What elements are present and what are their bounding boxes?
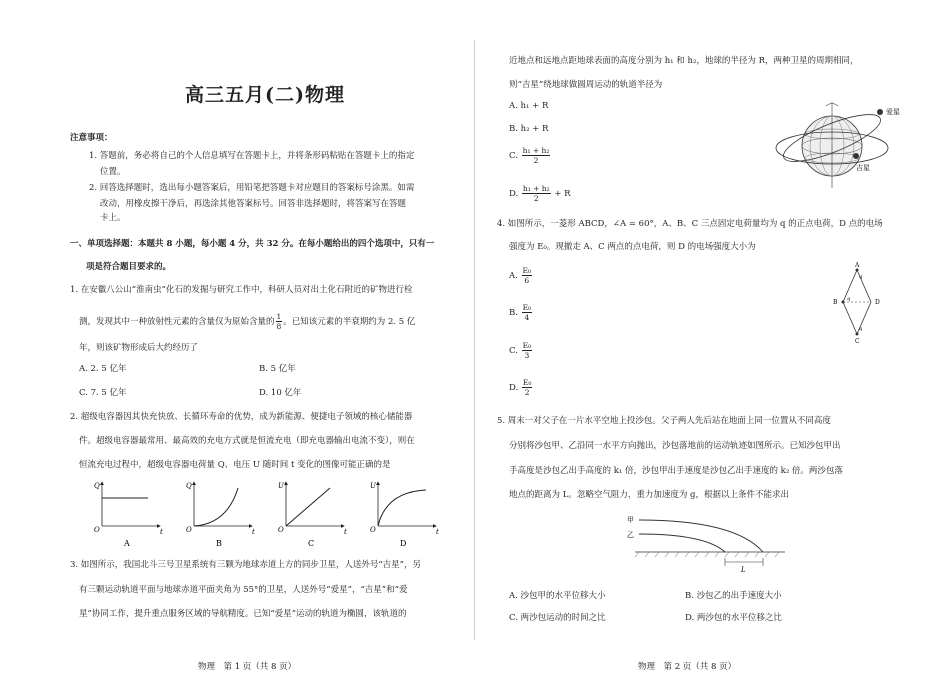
q3-text: 有三颗运动轨道平面与地球赤道平面夹角为 55°的卫星，人送外号“爱星”，“吉星”和“爱 — [79, 585, 408, 595]
fraction: $\frac{\text{E₀}}{2}$ — [522, 378, 532, 397]
q3-text: 3. 如图所示，我国北斗三号卫星系统有三颗为地球赤道上方的同步卫星，人送外号“吉星”，另 — [70, 560, 422, 570]
origin-label: O — [186, 526, 192, 534]
q4-text: 强度为 E₀。现撤走 A、C 两点的点电荷，则 D 的电场强度大小为 — [509, 242, 756, 252]
q1-option-c: C. 7. 5 亿年 — [79, 388, 127, 398]
q4-option-d: D. $\frac{\text{E₀}}{2}$ — [509, 378, 532, 397]
axis-label: Q — [94, 482, 100, 490]
charge-label: q — [859, 326, 863, 332]
right-page — [475, 0, 950, 688]
trajectory-figure — [625, 510, 795, 580]
origin-label: O — [278, 526, 284, 534]
axis-label: U — [278, 482, 284, 490]
notice-line: 2. 回答选择题时，选出每小题答案后，用铅笔把答题卡对应题目的答案标号涂黑。如需 — [89, 183, 415, 193]
graph-label: A — [124, 539, 130, 548]
graph-label: B — [216, 539, 222, 548]
section-heading: 一、单项选择题：本题共 8 小题，每小题 4 分，共 32 分。在每小题给出的四个选项中，只有一 — [70, 239, 435, 249]
origin-label: O — [370, 526, 376, 534]
graph-label: C — [308, 539, 315, 548]
fraction: $\frac{\text{E₀}}{4}$ — [522, 303, 532, 322]
notice-line: 卡上。 — [100, 213, 126, 223]
fraction: $\frac{\text{E₀}}{6}$ — [522, 266, 532, 285]
q1-text: 年，则该矿物形成后大约经历了 — [79, 343, 199, 353]
q5-option-c: C. 两沙包运动的时间之比 — [509, 613, 606, 623]
q1-text-line2: 测，发现其中一种放射性元素的含量仅为原始含量的 $\frac{1}{8}$ 。已知该元素的半衰期约为 2. 5 亿 — [79, 312, 416, 331]
q2-text: 件。超级电容器最常用、最高效的充电方式就是恒流充电（即充电器输出电流不变），则在 — [79, 436, 415, 446]
q3-option-b: B. h₂ + R — [509, 124, 549, 134]
q4-option-b: B. $\frac{\text{E₀}}{4}$ — [509, 303, 532, 322]
page-footer: 物理 第 1 页（共 8 页） — [198, 662, 297, 672]
q1-option-d: D. 10 亿年 — [259, 388, 302, 398]
q5-option-a: A. 沙包甲的水平位移大小 — [509, 591, 606, 601]
earth-orbit-figure — [770, 96, 910, 188]
graph-label: D — [400, 539, 407, 548]
q2-graphs — [90, 478, 470, 550]
graph-b — [186, 482, 255, 548]
fraction: $\frac{1}{8}$ — [276, 312, 282, 331]
fig-label-jixing: 吉星 — [856, 164, 870, 172]
notice-line: 位置。 — [100, 167, 126, 177]
q5-option-d: D. 两沙包的水平位移之比 — [685, 613, 782, 623]
label-yi: 乙 — [627, 531, 634, 539]
q3-text: 星”协同工作，提升重点服务区域的导航精度。已知“爱星”运动的轨道为椭圆，该轨道的 — [79, 609, 407, 619]
rhombus-figure — [827, 262, 887, 346]
page-title: 高三五月(二)物理 — [185, 84, 345, 106]
vertex-label: C — [855, 338, 860, 345]
label-L: L — [741, 566, 746, 574]
q3-option-d: D. $\frac{\text{h₁ + h₂}}{2}$ + R — [509, 184, 571, 203]
charge-label: q — [847, 296, 851, 302]
notice-line: 1. 答题前，务必将自己的个人信息填写在答题卡上，并将条形码粘贴在答题卡上的指定 — [89, 151, 415, 161]
fraction: $\frac{\text{E₀}}{3}$ — [522, 341, 532, 360]
q1-text: 1. 在安徽八公山“淮南虫”化石的发掘与研究工作中，科研人员对出土化石附近的矿物进行检 — [70, 285, 413, 295]
q4-option-c: C. $\frac{\text{E₀}}{3}$ — [509, 341, 532, 360]
label-jia: 甲 — [627, 516, 634, 524]
graph-a — [94, 482, 163, 548]
fig-label-aixing: 爱星 — [886, 108, 900, 116]
q5-text: 5. 周末一对父子在一片水平空地上投沙包。父子两人先后站在地面上同一位置从不同高度 — [497, 416, 831, 426]
fraction: $\frac{\text{h₁ + h₂}}{2}$ — [522, 146, 550, 165]
q1-option-a: A. 2. 5 亿年 — [79, 364, 127, 374]
q4-option-a: A. $\frac{\text{E₀}}{6}$ — [509, 266, 532, 285]
q4-text: 4. 如图所示，一菱形 ABCD，∠A = 60°，A、B、C 三点固定电荷量均为 q 的正点电荷，D 点的电场 — [497, 219, 883, 229]
vertex-label: A — [855, 262, 860, 269]
vertex-label: D — [875, 299, 880, 306]
q2-text: 2. 超级电容器因其快充快放、长循环寿命的优势，成为新能源、便捷电子领域的核心储能器 — [70, 412, 413, 422]
charge-label: q — [859, 274, 863, 280]
graph-c — [278, 482, 347, 548]
q5-option-b: B. 沙包乙的出手速度大小 — [685, 591, 782, 601]
q1-option-b: B. 5 亿年 — [259, 364, 296, 374]
q3-option-c: C. $\frac{\text{h₁ + h₂}}{2}$ — [509, 146, 550, 165]
q5-text: 分别将沙包甲、乙沿同一水平方向抛出，沙包落地前的运动轨迹如图所示。已知沙包甲出 — [509, 441, 841, 451]
graph-d — [370, 482, 439, 548]
q3-option-a: A. h₁ + R — [509, 101, 549, 111]
axis-label: Q — [186, 482, 192, 490]
fraction: $\frac{\text{h₁ + h₂}}{2}$ — [522, 184, 550, 203]
axis-label: t — [252, 528, 255, 536]
notice-line: 改动，用橡皮擦干净后，再选涂其他答案标号。回答非选择题时，将答案写在答题 — [100, 199, 407, 209]
axis-label: t — [160, 528, 163, 536]
axis-label: U — [370, 482, 376, 490]
page-footer: 物理 第 2 页（共 8 页） — [638, 662, 737, 672]
q2-text: 恒流充电过程中，超级电容器电荷量 Q、电压 U 随时间 t 变化的图像可能正确的是 — [79, 460, 391, 470]
origin-label: O — [94, 526, 100, 534]
q5-text: 手高度是沙包乙出手高度的 k₁ 倍，沙包甲出手速度是沙包乙出手速度的 k₂ 倍。两沙包落 — [509, 466, 843, 476]
q5-text: 地点的距离为 L。忽略空气阻力，重力加速度为 g，根据以上条件不能求出 — [509, 490, 789, 500]
axis-label: t — [344, 528, 347, 536]
q3-text: 近地点和远地点距地球表面的高度分别为 h₁ 和 h₂，地球的半径为 R，两种卫星的周期相同， — [509, 56, 859, 66]
section-heading-cont: 项是符合题目要求的。 — [86, 262, 172, 272]
vertex-label: B — [833, 299, 838, 306]
notice-heading: 注意事项： — [70, 133, 113, 143]
q3-text: 则“吉星”绕地球做圆周运动的轨道半径为 — [509, 80, 663, 90]
axis-label: t — [436, 528, 439, 536]
